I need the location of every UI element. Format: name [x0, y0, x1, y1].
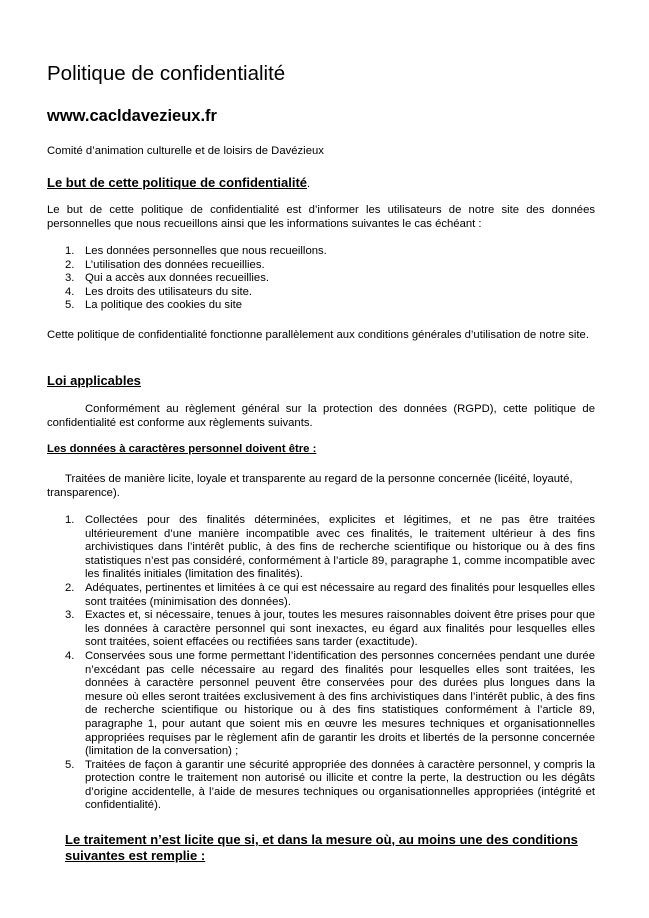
list-item: 1. Les données personnelles que nous recueillons.	[65, 245, 327, 257]
page-title: Politique de confidentialité	[47, 62, 286, 85]
list-item: 4. Les droits des utilisateurs du site.	[65, 285, 253, 298]
list-item: 2. Adéquates, pertinentes et limitées à ce qui est nécessaire au regard des finalités pour lesquelles elles sont traitées (minimisation des données).	[65, 581, 595, 608]
section-traitement-heading: Le traitement n’est licite que si, et dans la mesure où, au moins une des conditions suivantes est remplie :	[65, 832, 578, 863]
section-loi-heading: Loi applicables	[47, 373, 141, 388]
section-loi-text: Conformément au règlement général sur la protection des données (RGPD), cette politique de confidentialité est conforme aux règlements suivants.	[47, 403, 595, 429]
list-item: 2. L’utilisation des données recueillies.	[65, 258, 265, 271]
section-but-heading: Le but de cette politique de confidentialité	[47, 175, 308, 190]
section-but-closing: Cette politique de confidentialité fonctionne parallèlement aux conditions générales d’utilisation de notre site.	[47, 329, 589, 341]
section-donnees-intro: Traitées de manière licite, loyale et transparente au regard de la personne concernée (licéité, loyauté, transparence).	[47, 473, 573, 499]
list-item: 5. Traitées de façon à garantir une sécurité appropriée des données à caractère personnel, y compris la protection contre le traitement non autorisé ou illicite et contre la perte, la destruction ou les dégâts d’origine accidentelle, à l’aide de mesures techniques ou organisationnelles appropriées (intégrité et confidentialité).	[65, 758, 595, 812]
list-item: 3. Exactes et, si nécessaire, tenues à jour, toutes les mesures raisonnables doivent être prises pour que les données à caractère personnel qui sont inexactes, eu égard aux finalités pour lesquelles elles sont traitées, soient effacées ou rectifiées sans tarder (exactitude).	[65, 609, 595, 649]
list-item: 1. Collectées pour des finalités déterminées, explicites et légitimes, et ne pas être traitées ultérieurement d’une manière incompatible avec ces finalités, le traitement ultérieur à des fins archivistiques dans l’intérêt public, à des fins de recherche scientifique ou historique ou à des fins statistiques n’est pas considéré, conformément à l’article 89, paragraphe 1, comme incompatible avec les finalités initiales (limitation des finalités).	[65, 514, 595, 581]
list-item: 5. La politique des cookies du site	[65, 299, 243, 312]
section-but-heading-line	[47, 174, 310, 192]
organization-name: Comité d’animation culturelle et de loisirs de Davézieux	[47, 145, 324, 157]
section-but-intro: Le but de cette politique de confidentialité est d’informer les utilisateurs de notre site des données personnelles que nous recueillons ainsi que les informations suivantes le cas échéant :	[47, 204, 595, 230]
section-donnees-list	[65, 514, 595, 813]
section-but-heading-suffix: .	[307, 178, 311, 190]
section-but-list	[65, 245, 585, 313]
section-donnees-heading: Les données à caractères personnel doivent être :	[47, 443, 317, 455]
list-item: 3. Qui a accès aux données recueillies.	[65, 272, 269, 285]
site-url: www.cacldavezieux.fr	[47, 107, 217, 125]
list-item: 4. Conservées sous une forme permettant l’identification des personnes concernées pendant une durée n’excédant pas celle nécessaire au regard des finalités pour lesquelles elles sont traitées, les données à caractère personnel peuvent être conservées pour des durées plus longues dans la mesure où elles seront traitées exclusivement à des fins archivistiques dans l’intérêt public, à des fins de recherche scientifique ou historique ou à des fins statistiques conformément à l’article 89, paragraphe 1, pour autant que soient mis en œuvre les mesures techniques et organisationnelles appropriées requises par le règlement afin de garantir les droits et libertés de la personne concernée (limitation de la conversation) ;	[65, 649, 595, 758]
